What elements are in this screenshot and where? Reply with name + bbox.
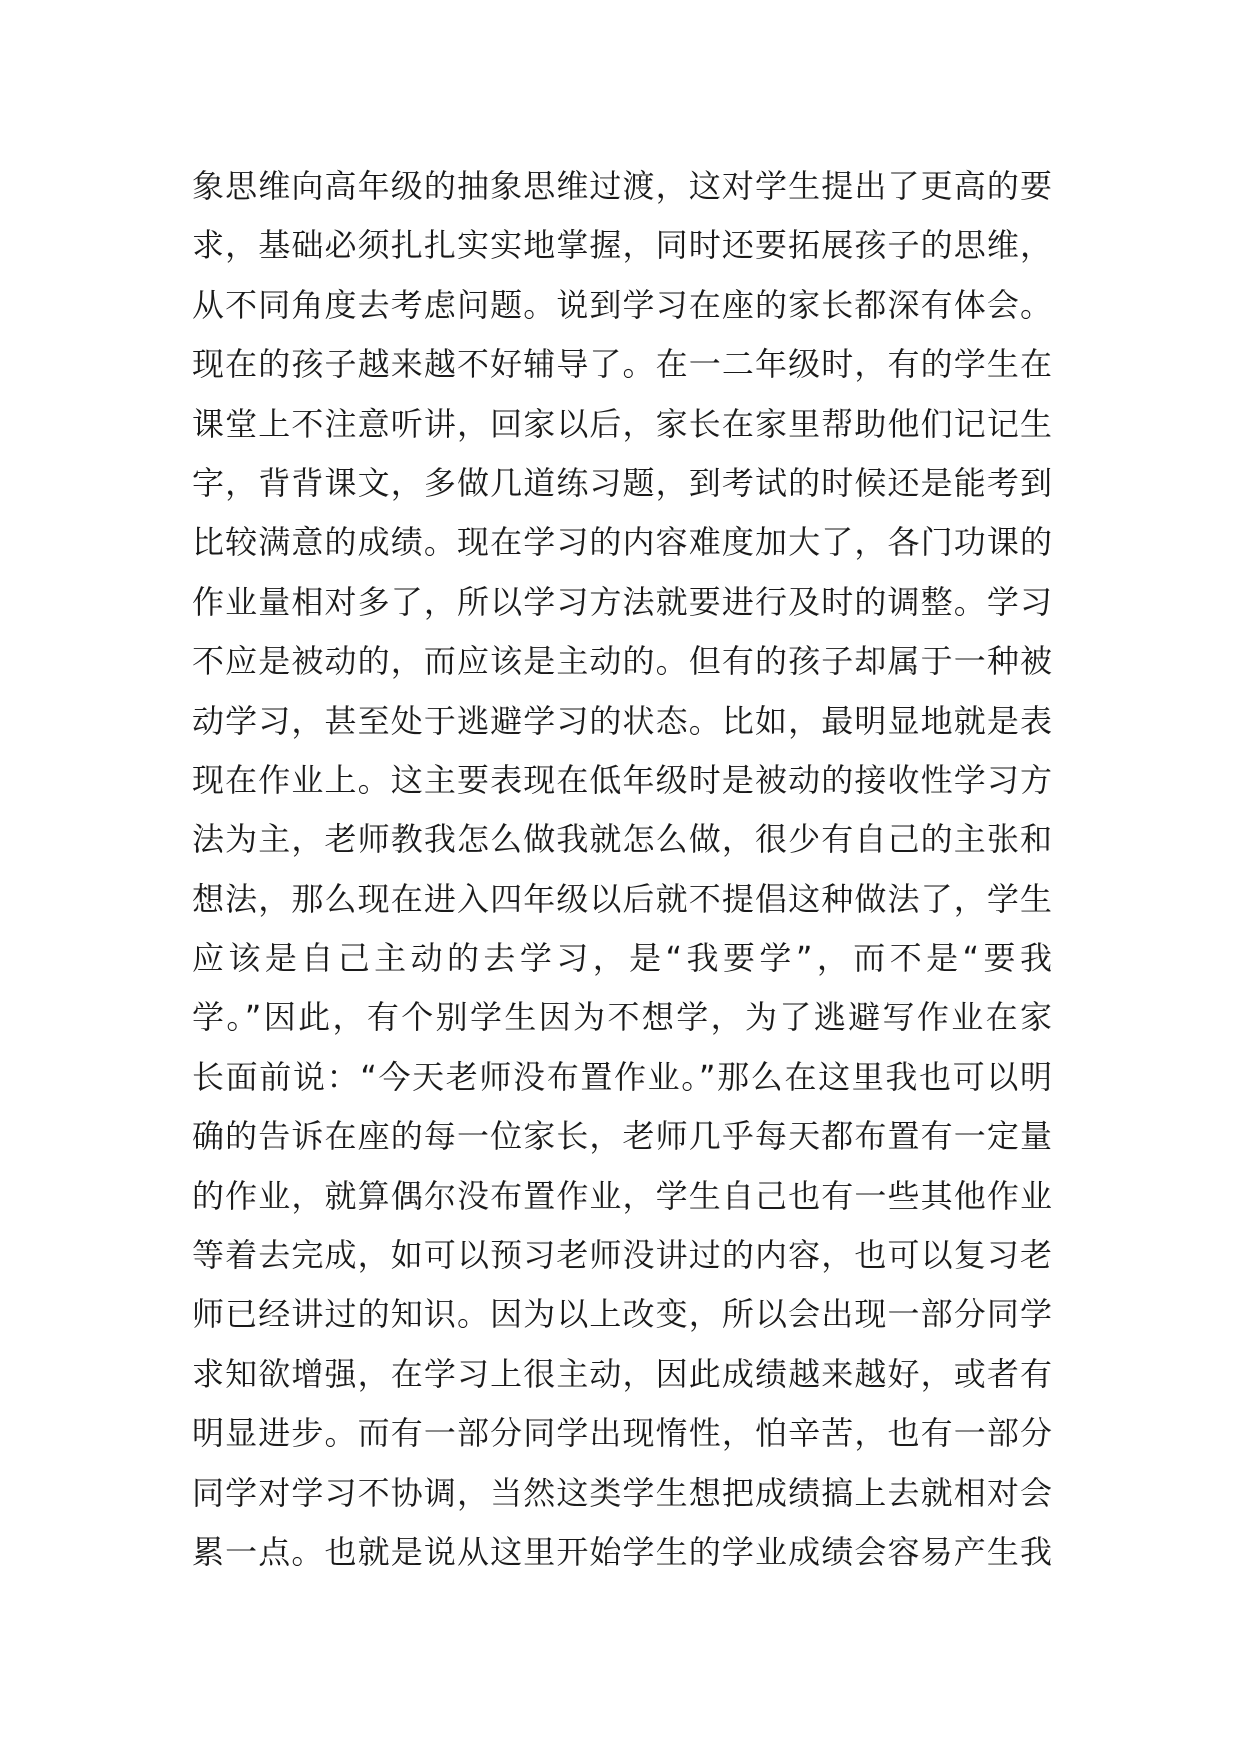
- text-line: 现在作业上。这主要表现在低年级时是被动的接收性学习方: [192, 760, 1052, 799]
- text-line: 字，背背课文，多做几道练习题，到考试的时候还是能考到: [192, 463, 1052, 502]
- text-line: 现在的孩子越来越不好辅导了。在一二年级时，有的学生在: [192, 345, 1052, 384]
- text-line: 明显进步。而有一部分同学出现惰性，怕辛苦，也有一部分: [192, 1414, 1052, 1453]
- text-line: 的作业，就算偶尔没布置作业，学生自己也有一些其他作业: [192, 1176, 1052, 1215]
- text-line: 等着去完成，如可以预习老师没讲过的内容，也可以复习老: [192, 1236, 1052, 1275]
- text-line: 师已经讲过的知识。因为以上改变，所以会出现一部分同学: [192, 1295, 1052, 1334]
- text-line: 求，基础必须扎扎实实地掌握，同时还要拓展孩子的思维，: [192, 226, 1052, 265]
- text-line: 不应是被动的，而应该是主动的。但有的孩子却属于一种被: [192, 642, 1052, 681]
- text-line: 同学对学习不协调，当然这类学生想把成绩搞上去就相对会: [192, 1473, 1052, 1512]
- text-line: 应该是自己主动的去学习，是“我要学”，而不是“要我: [192, 939, 1052, 978]
- text-line: 动学习，甚至处于逃避学习的状态。比如，最明显地就是表: [192, 701, 1052, 740]
- text-line: 累一点。也就是说从这里开始学生的学业成绩会容易产生我: [192, 1532, 1052, 1571]
- text-line: 从不同角度去考虑问题。说到学习在座的家长都深有体会。: [192, 285, 1052, 324]
- text-line: 确的告诉在座的每一位家长，老师几乎每天都布置有一定量: [192, 1117, 1052, 1156]
- text-line: 想法，那么现在进入四年级以后就不提倡这种做法了，学生: [192, 879, 1052, 918]
- text-line: 课堂上不注意听讲，回家以后，家长在家里帮助他们记记生: [192, 404, 1052, 443]
- text-line: 作业量相对多了，所以学习方法就要进行及时的调整。学习: [192, 582, 1052, 621]
- body-paragraph: [192, 157, 1072, 1582]
- text-line: 求知欲增强，在学习上很主动，因此成绩越来越好，或者有: [192, 1354, 1052, 1393]
- text-line: 比较满意的成绩。现在学习的内容难度加大了，各门功课的: [192, 523, 1052, 562]
- text-line: 学。”因此，有个别学生因为不想学，为了逃避写作业在家: [192, 998, 1052, 1037]
- text-line: 法为主，老师教我怎么做我就怎么做，很少有自己的主张和: [192, 820, 1052, 859]
- text-line: 象思维向高年级的抽象思维过渡，这对学生提出了更高的要: [192, 167, 1052, 205]
- text-line: 长面前说：“今天老师没布置作业。”那么在这里我也可以明: [192, 1057, 1052, 1096]
